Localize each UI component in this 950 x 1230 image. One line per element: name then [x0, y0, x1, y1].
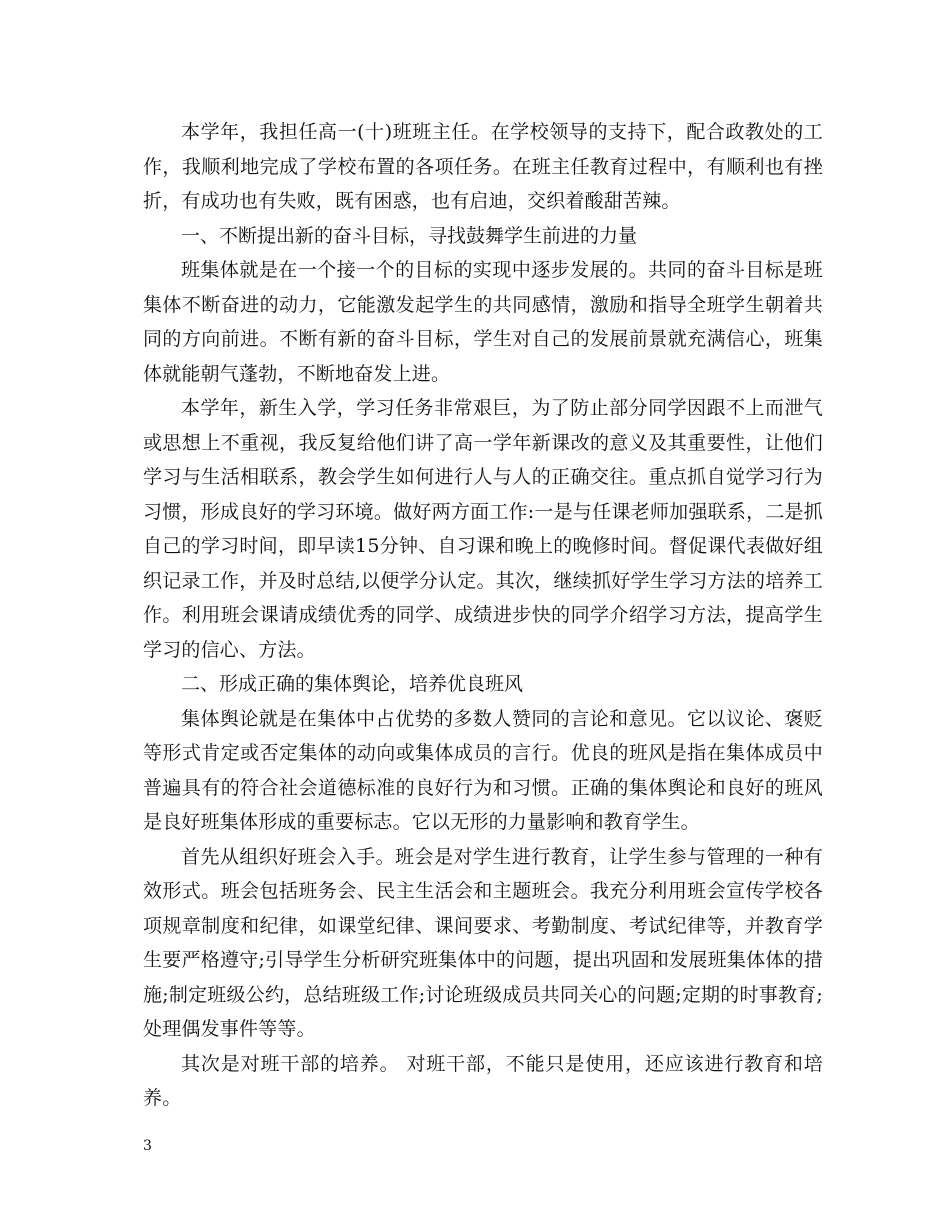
document-body: [143, 115, 823, 1116]
paragraph-class-cadres: 其次是对班干部的培养。 对班干部，不能只是使用，还应该进行教育和培养。: [143, 1052, 823, 1109]
paragraph-public-opinion: 集体舆论就是在集体中占优势的多数人赞同的言论和意见。它以议论、褒贬等形式肯定或否定集体的动向或集体成员的言行。优良的班风是指在集体成员中普遍具有的符合社会道德标准的良好行为和习惯。正确的集体舆论和良好的班风是良好班集体形成的重要标志。它以无形的力量影响和教育学生。: [143, 707, 823, 833]
paragraph-class-meetings: 首先从组织好班会入手。班会是对学生进行教育，让学生参与管理的一种有效形式。班会包括班务会、民主生活会和主题班会。我充分利用班会宣传学校各项规章制度和纪律，如课堂纪律、课间要求、考勤制度、考试纪律等，并教育学生要严格遵守;引导学生分析研究班集体中的问题，提出巩固和发展班集体体的措施;制定班级公约，总结班级工作;讨论班级成员共同关心的问题;定期的时事教育;处理偶发事件等等。: [143, 845, 823, 1040]
section-heading-1: 一、不断提出新的奋斗目标，寻找鼓舞学生前进的力量: [181, 224, 638, 247]
section-heading-2: 二、形成正确的集体舆论，培养优良班风: [181, 673, 524, 695]
paragraph-new-students: 本学年，新生入学，学习任务非常艰巨，为了防止部分同学因跟不上而泄气或思想上不重视，我反复给他们讲了高一学年新课改的意义及其重要性，让他们学习与生活相联系，教会学生如何进行人与人的正确交往。重点抓自觉学习行为习惯，形成良好的学习环境。做好两方面工作:一是与任课老师加强联系，二是抓自己的学习时间，即早读15分钟、自习课和晚上的晚修时间。督促课代表做好组织记录工作，并及时总结,以便学分认定。其次，继续抓好学生学习方法的培养工作。利用班会课请成绩优秀的同学、成绩进步快的同学介绍学习方法，提高学生学习的信心、方法。: [143, 397, 823, 661]
paragraph-class-goals: 班集体就是在一个接一个的目标的实现中逐步发展的。共同的奋斗目标是班集体不断奋进的动力，它能激发起学生的共同感情，激励和指导全班学生朝着共同的方向前进。不断有新的奋斗目标，学生对自己的发展前景就充满信心，班集体就能朝气蓬勃，不断地奋发上进。: [143, 259, 823, 385]
paragraph-intro: 本学年，我担任高一(十)班班主任。在学校领导的支持下，配合政教处的工作，我顺利地完成了学校布置的各项任务。在班主任教育过程中，有顺利也有挫折，有成功也有失败，既有困惑，也有启迪，交织着酸甜苦辣。: [143, 121, 823, 212]
page-number: 3: [143, 1138, 152, 1154]
